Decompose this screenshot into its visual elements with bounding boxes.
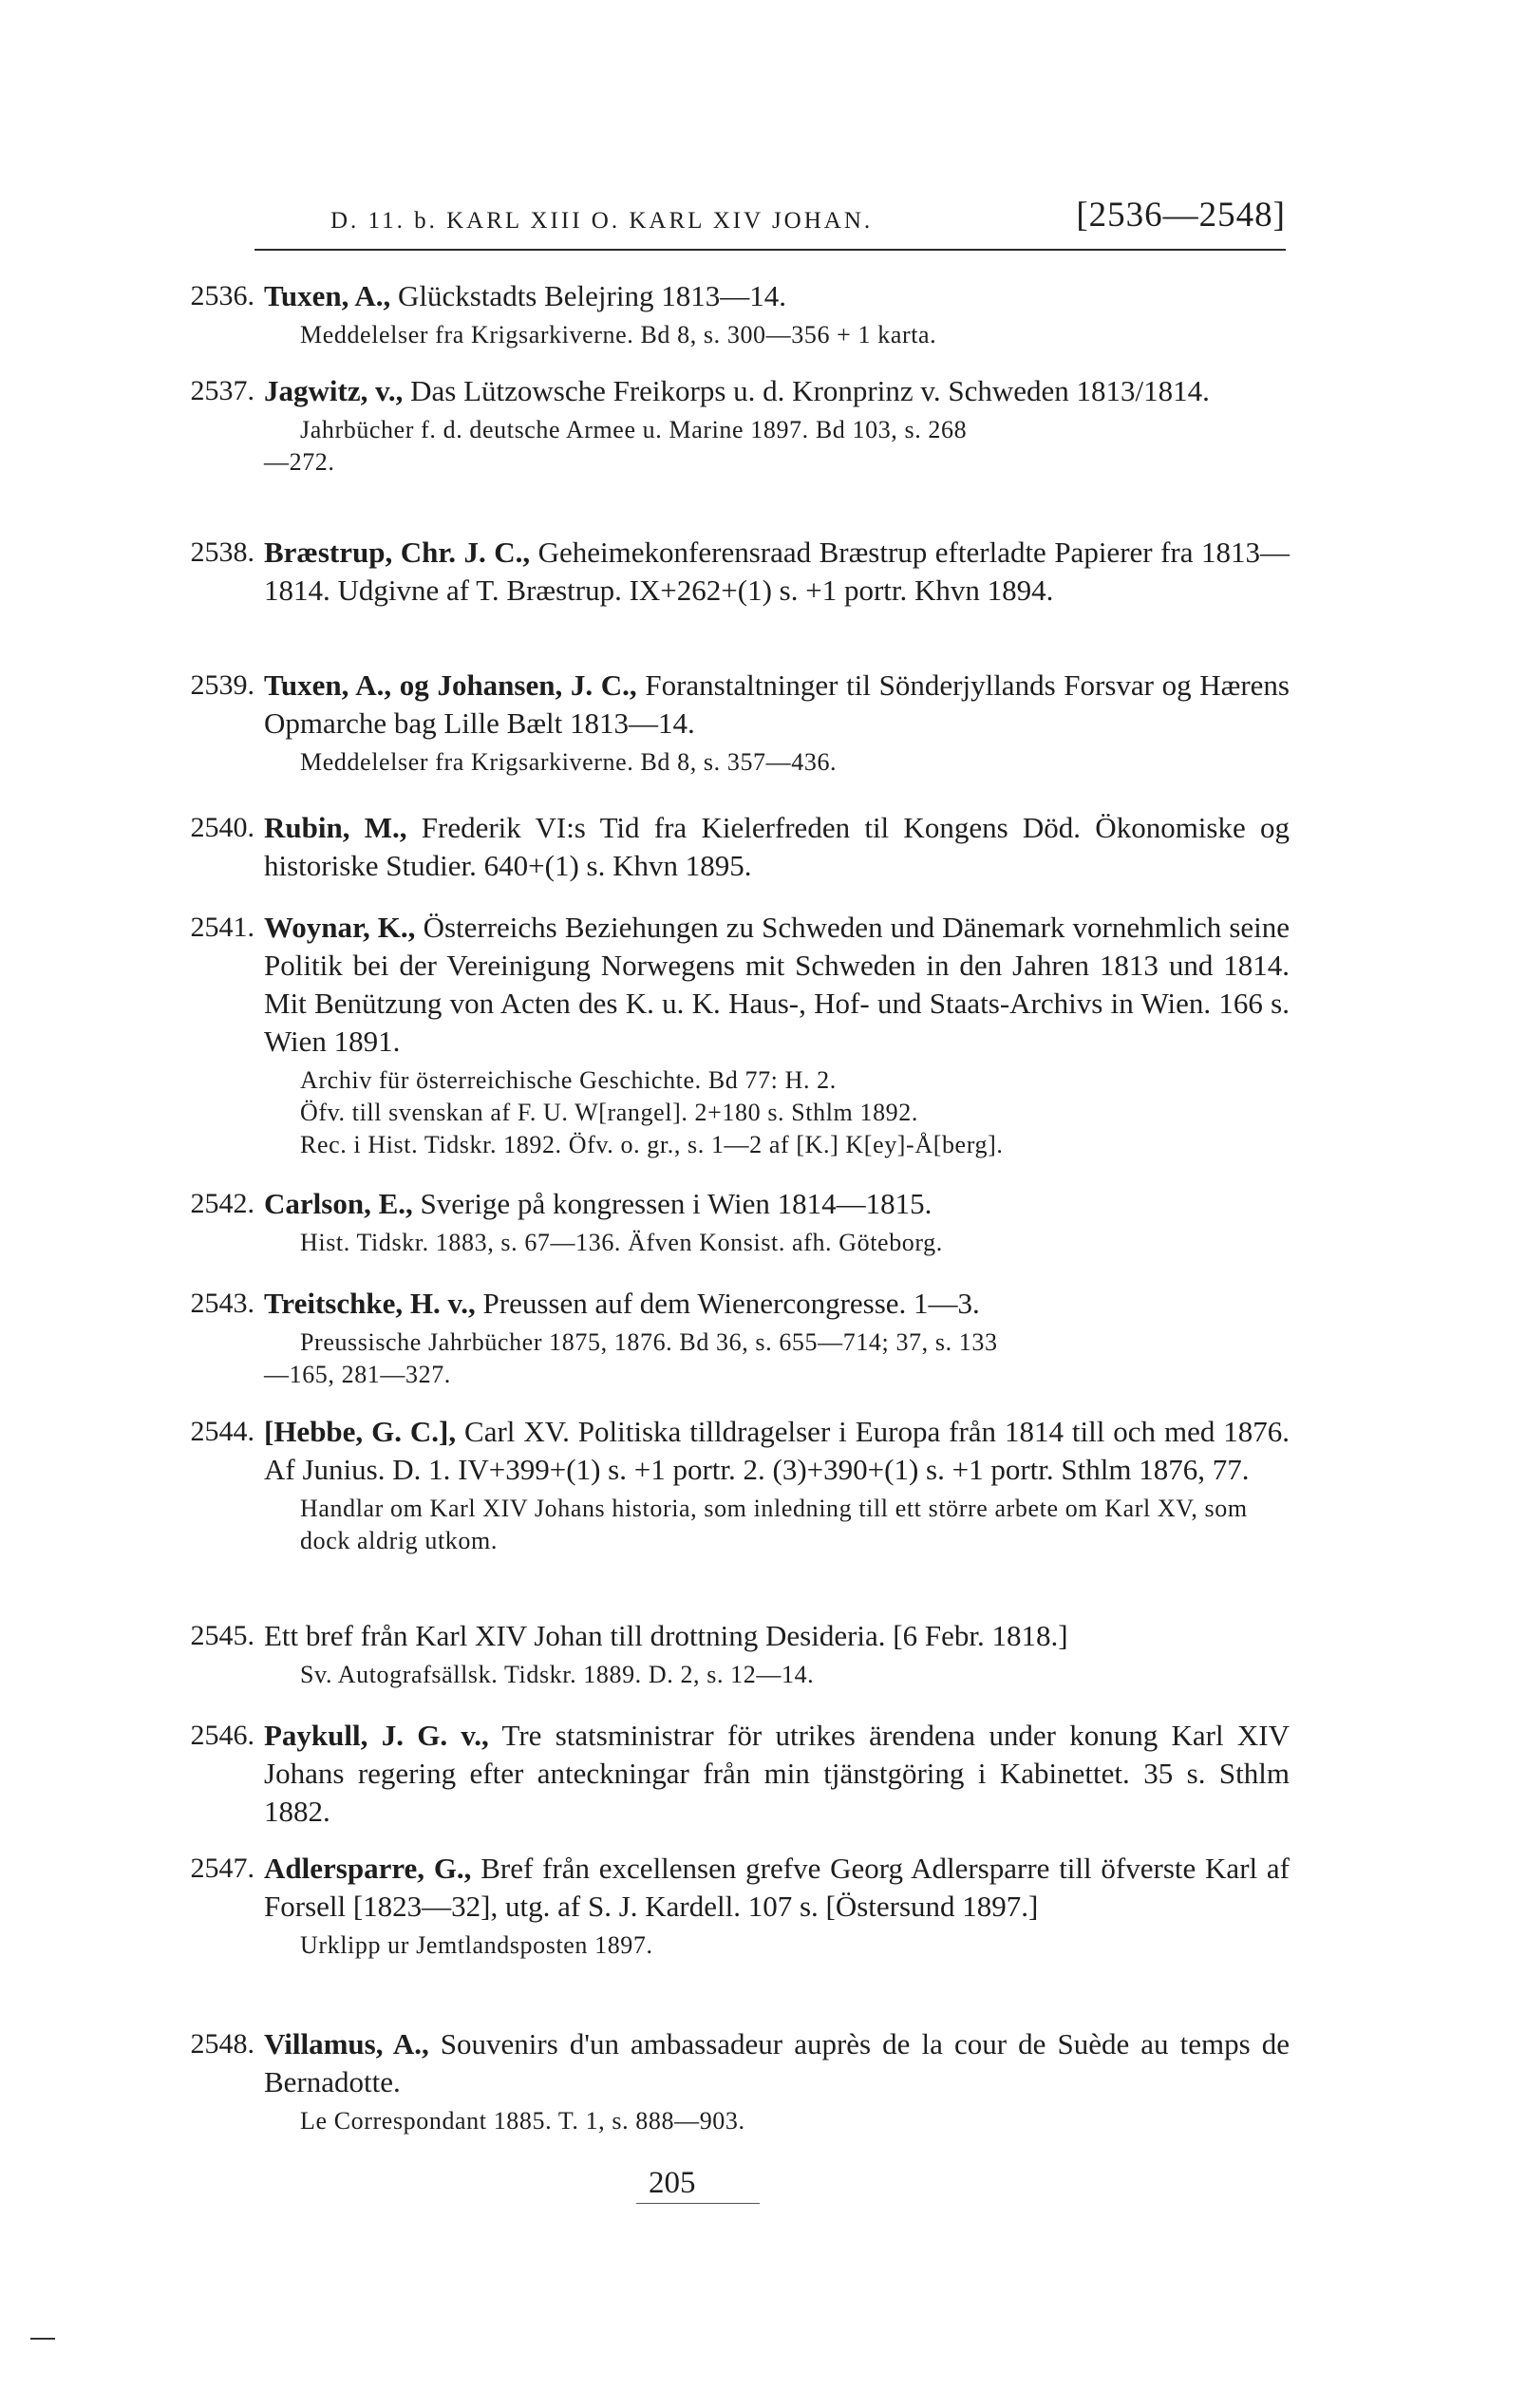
entry-note: Meddelelser fra Krigsarkiverne. Bd 8, s. 300—356 + 1 karta. — [300, 321, 937, 348]
entry-note: Rec. i Hist. Tidskr. 1892. Öfv. o. gr., s. 1—2 af [K.] K[ey]-Å[berg]. — [300, 1131, 1004, 1158]
page-number-rule — [636, 2203, 760, 2204]
header-section-title: D. 11. b. KARL XIII O. KARL XIV JOHAN. — [330, 208, 874, 234]
entry-note: Preussische Jahrbücher 1875, 1876. Bd 36, s. 655—714; 37, s. 133 — [300, 1328, 998, 1356]
entry-author: Rubin, M., — [264, 811, 407, 844]
entry-author: [Hebbe, G. C.], — [264, 1415, 457, 1448]
entry-author: Woynar, K., — [264, 911, 416, 944]
entry-title: Glückstadts Belejring 1813—14. — [398, 279, 786, 312]
entry-author: Treitschke, H. v., — [264, 1287, 476, 1320]
entry-note: Le Correspondant 1885. T. 1, s. 888—903. — [300, 2107, 745, 2135]
entry-title: Das Lützowsche Freikorps u. d. Kronprinz v. Schweden 1813/1814. — [410, 374, 1210, 407]
bibliography-entry — [190, 909, 1291, 1161]
entry-author: Adlersparre, G., — [264, 1852, 472, 1885]
entry-note: —272. — [264, 448, 335, 476]
entry-note: Meddelelser fra Krigsarkiverne. Bd 8, s. 357—436. — [300, 748, 838, 776]
entry-title: Frederik VI:s Tid fra Kielerfreden til Kongens Död. Ökonomiske og historiske Studier. 640+(1) s. Khvn 1895. — [264, 811, 1290, 882]
entry-number: 2536. — [190, 280, 254, 311]
entry-number: 2541. — [190, 912, 254, 943]
entry-title: Preussen auf dem Wienercongresse. 1—3. — [482, 1287, 980, 1320]
bibliography-entry — [190, 1185, 1290, 1259]
entry-number: 2546. — [190, 1720, 254, 1751]
entry-number: 2538. — [190, 536, 254, 568]
entry-number: 2545. — [190, 1620, 254, 1651]
entry-title: Foranstaltninger til Sönderjyllands Forsvar og Hærens Opmarche bag Lille Bælt 1813—14. — [264, 668, 1290, 740]
bibliography-entry — [190, 2025, 1290, 2137]
bibliography-entry — [190, 534, 1291, 610]
margin-mark — [30, 2338, 55, 2340]
entry-title: Bref från excellensen grefve Georg Adlersparre till öfverste Karl af Forsell [1823—32], utg. af S. J. Kardell. 107 s. [Östersund 1897.] — [264, 1852, 1290, 1923]
entry-number: 2547. — [190, 1853, 254, 1884]
entry-author: Carlson, E., — [264, 1187, 413, 1220]
entry-number: 2539. — [190, 669, 254, 701]
entry-number: 2542. — [190, 1188, 254, 1219]
entry-title: Sverige på kongressen i Wien 1814—1815. — [420, 1187, 933, 1220]
entry-author: Tuxen, A., og Johansen, J. C., — [264, 668, 637, 702]
entry-title: Geheimekonferensraad Bræstrup efterladte Papierer fra 1813—1814. Udgivne af T. Bræstrup. IX+262+(1) s. +1 portr. Khvn 1894. — [264, 536, 1291, 607]
entry-author: Tuxen, A., — [264, 279, 391, 312]
entry-note: Urklipp ur Jemtlandsposten 1897. — [300, 1931, 653, 1959]
entry-title: Tre statsministrar för utrikes ärendena under konung Karl XIV Johans regering efter anteckningar från min tjänstgöring i Kabinettet. 35 s. Sthlm 1882. — [264, 1719, 1290, 1828]
bibliography-entry — [190, 809, 1290, 885]
entry-title: Carl XV. Politiska tilldragelser i Europa från 1814 till och med 1876. Af Junius. D. 1. IV+399+(1) s. +1 portr. 2. (3)+390+(1) s. +1 portr. Sthlm 1876, 77. — [264, 1415, 1290, 1486]
bibliography-entry — [190, 277, 1290, 351]
entry-author: Paykull, J. G. v., — [264, 1719, 489, 1752]
entry-number: 2544. — [190, 1416, 254, 1447]
header-entry-range: [2536—2548] — [1076, 196, 1286, 235]
entry-note: Handlar om Karl XIV Johans historia, som inledning till ett större arbete om Karl XV, som dock aldrig utkom. — [300, 1495, 1248, 1554]
entry-number: 2543. — [190, 1288, 254, 1319]
bibliography-entry — [190, 372, 1290, 479]
entry-number: 2537. — [190, 375, 254, 406]
entry-number: 2540. — [190, 812, 254, 843]
entry-title: Österreichs Beziehungen zu Schweden und Dänemark vornehmlich seine Politik bei der Vereinigung Norwegens mit Schweden in den Jahren 1813 und 1814. Mit Benützung von Acten des K. u. K. Haus-, Hof- und Staats-Archivs in Wien. 166 s. Wien 1891. — [264, 911, 1291, 1058]
entry-author: Bræstrup, Chr. J. C., — [264, 536, 531, 569]
running-header — [330, 195, 1286, 242]
entry-note: Jahrbücher f. d. deutsche Armee u. Marine 1897. Bd 103, s. 268 — [300, 416, 968, 443]
entry-note: —165, 281—327. — [264, 1361, 451, 1388]
entry-note: Sv. Autografsällsk. Tidskr. 1889. D. 2, s. 12—14. — [300, 1661, 815, 1688]
header-rule — [254, 249, 1286, 251]
page-number: 205 — [649, 2166, 696, 2200]
bibliography-entry — [190, 1850, 1290, 1962]
entry-note: Hist. Tidskr. 1883, s. 67—136. Äfven Konsist. afh. Göteborg. — [300, 1229, 943, 1256]
entry-note: Öfv. till svenskan af F. U. W[rangel]. 2+180 s. Sthlm 1892. — [300, 1099, 918, 1126]
entry-title: Ett bref från Karl XIV Johan till drottning Desideria. [6 Febr. 1818.] — [264, 1619, 1068, 1652]
bibliography-entry — [190, 1617, 1290, 1691]
bibliography-entry — [190, 1285, 1290, 1391]
entry-title: Souvenirs d'un ambassadeur auprès de la cour de Suède au temps de Bernadotte. — [264, 2027, 1290, 2098]
bibliography-entry — [190, 667, 1290, 779]
bibliography-entry — [190, 1413, 1290, 1557]
entry-note: Archiv für österreichische Geschichte. Bd 77: H. 2. — [300, 1066, 837, 1094]
bibliography-entry — [190, 1717, 1290, 1831]
entry-number: 2548. — [190, 2028, 254, 2060]
entry-author: Jagwitz, v., — [264, 374, 404, 407]
entry-author: Villamus, A., — [264, 2027, 429, 2060]
